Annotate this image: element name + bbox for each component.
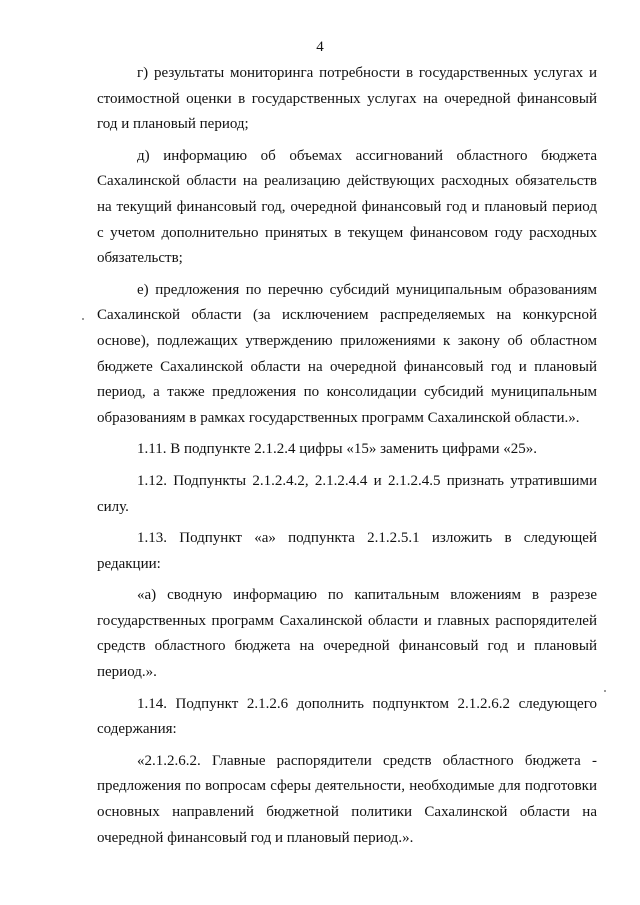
paragraph-1-12: 1.12. Подпункты 2.1.2.4.2, 2.1.2.4.4 и 2.1.2.4.5 признать утратившими силу. [97, 472, 597, 515]
paragraph-d: д) информацию об объемах ассигнований областного бюджета Сахалинской области на реализацию действующих расходных обязательств на текущий финансовый год, очередной финансовый год и плановый период с учетом дополнительно принятых в текущем финансовом году расходных обязательств; [97, 147, 597, 267]
paragraph-quote-a: «а) сводную информацию по капитальным вложениям в разрезе государственных программ Сахалинской области и главных распорядителей средств областного бюджета на очередной финансовый год и плановый период.». [97, 587, 597, 681]
paragraph-1-13: 1.13. Подпункт «а» подпункта 2.1.2.5.1 изложить в следующей редакции: [97, 530, 597, 572]
scan-mark-left [82, 318, 84, 320]
page-number: 4 [316, 39, 324, 55]
paragraph-e: е) предложения по перечню субсидий муниципальным образованиям Сахалинской области (за исключением распределяемых на конкурсной основе), подлежащих утверждению приложениями к закону об областном бюджете Сахалинской области на очередной финансовый год и плановый период, а также предложения по консолидации субсидий муниципальным образованиям в рамках государственных программ Сахалинской области.». [97, 281, 597, 426]
scan-mark-right [604, 690, 606, 692]
paragraph-quote-2-1-2-6-2: «2.1.2.6.2. Главные распорядители средств областного бюджета - предложения по вопросам сферы деятельности, необходимые для подготовки основных направлений бюджетной политики Сахалинской области на очередной финансовый год и плановый период.». [97, 752, 597, 846]
paragraph-g: г) результаты мониторинга потребности в государственных услугах и стоимостной оценки в государственных услугах на очередной финансовый год и плановый период; [97, 65, 597, 133]
paragraph-1-14: 1.14. Подпункт 2.1.2.6 дополнить подпунктом 2.1.2.6.2 следующего содержания: [97, 695, 597, 738]
paragraph-1-11: 1.11. В подпункте 2.1.2.4 цифры «15» заменить цифрами «25». [137, 441, 538, 458]
document-body [97, 61, 597, 857]
